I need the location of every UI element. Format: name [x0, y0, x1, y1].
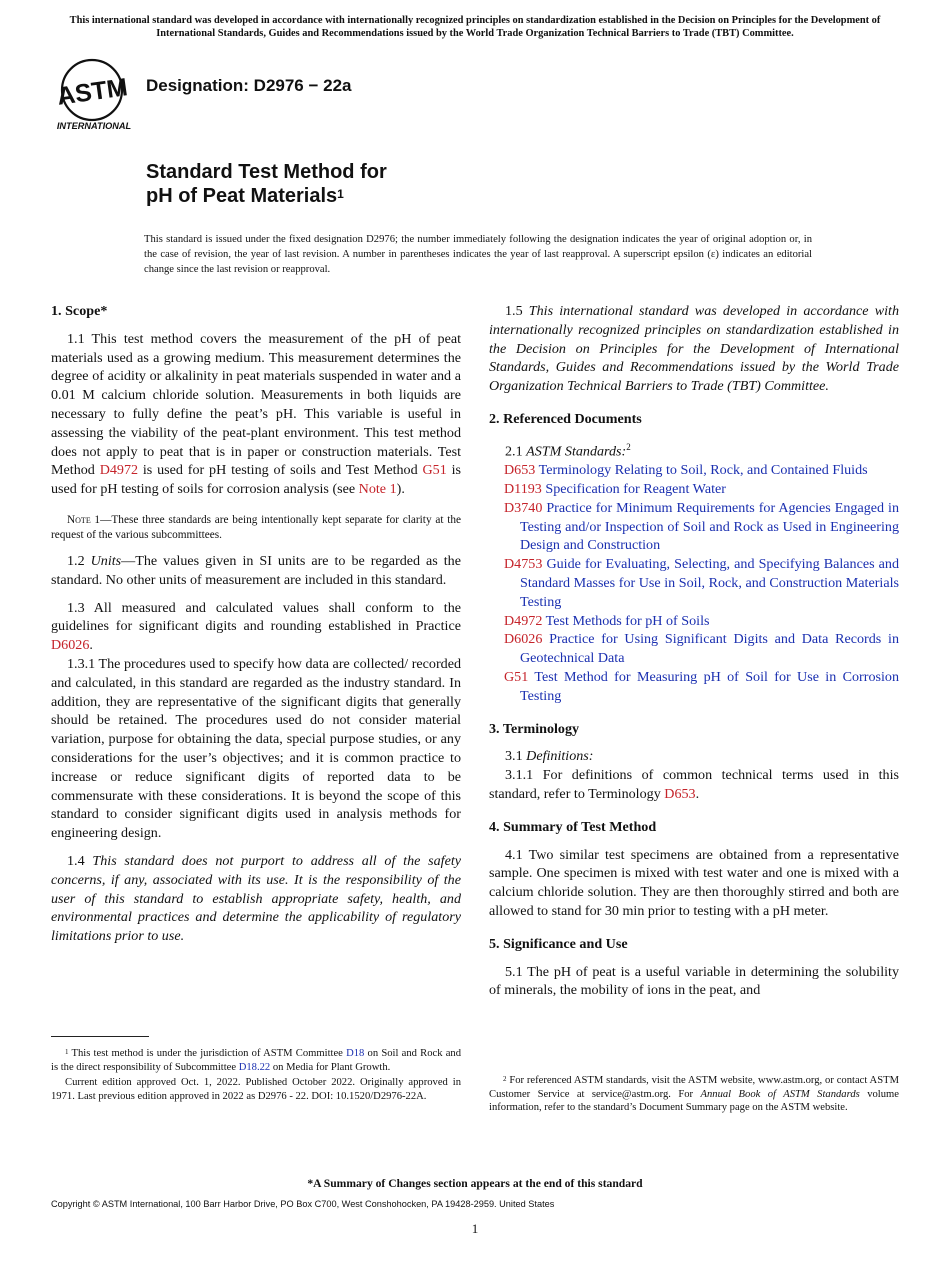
logo-subtext: INTERNATIONAL [56, 121, 132, 131]
reference-item[interactable]: D1193 Specification for Reagent Water [504, 481, 726, 498]
section-1-heading: 1. Scope* [51, 303, 108, 319]
right-column [489, 302, 899, 1000]
footnote-edition: Current edition approved Oct. 1, 2022. Published October 2022. Originally approved in 1971. Last previous edition approved in 2022 as D2976 - 22. DOI: 10.1520/D2976-22A. [51, 1077, 461, 1102]
para-1-3: 1.3 All measured and calculated values shall conform to the guidelines for significant digits and rounding established in Practice D6026. [51, 599, 461, 654]
link-g51[interactable]: G51 [422, 462, 447, 479]
para-1-2: 1.2 Units—The values given in SI units are to be regarded as the standard. No other units of measurement are included in this standard. [51, 552, 461, 588]
page-number: 1 [471, 1221, 479, 1236]
para-5-1: 5.1 The pH of peat is a useful variable in determining the solubility of minerals, the mobility of ions in the peat, and [489, 963, 899, 999]
left-column [51, 302, 461, 946]
footnote-2: $^2$ For referenced ASTM standards, visit the ASTM website, www.astm.org, or contact ASTM Customer Service at service@astm.org. For Annual Book of ASTM Standards volume information, refer to the standard’s Document Summary page on the ASTM website. [489, 1075, 899, 1114]
reference-list [489, 461, 899, 705]
section-4-heading: 4. Summary of Test Method [489, 818, 657, 835]
reference-item[interactable]: D4753 Guide for Evaluating, Selecting, and Specifying Balances and Standard Masses for Use in Soil, Rock, and Construction Materials Testing [504, 556, 899, 610]
para-1-4: 1.4 This standard does not purport to address all of the safety concerns, if any, associated with its use. It is the responsibility of the user of this standard to establish appropriate safety, health, and environmental practices and determine the applicability of regulatory limitations prior to use. [51, 852, 462, 945]
note-1: Note 1—These three standards are being intentionally kept separate for clarity at the request of the various subcommittees. [51, 513, 461, 541]
para-2-1: 2.1 ASTM Standards:$^2$ [505, 441, 631, 460]
section-2-heading: 2. Referenced Documents [489, 410, 642, 427]
reference-item[interactable]: D4972 Test Methods for pH of Soils [504, 612, 710, 629]
section-5-heading: 5. Significance and Use [489, 935, 628, 952]
para-4-1: 4.1 Two similar test specimens are obtained from a representative sample. One specimen is mixed with test water and one is mixed with a calcium chloride solution. They are then thoroughly stirred and both are allowed to stand for 30 min prior to testing with a pH meter. [489, 846, 899, 919]
copyright: Copyright © ASTM International, 100 Barr Harbor Drive, PO Box C700, West Conshohocken, PA 19428-2959. United States [51, 1199, 555, 1209]
para-3-1: 3.1 Definitions: [505, 748, 594, 765]
reference-item[interactable]: D3740 Practice for Minimum Requirements for Agencies Engaged in Testing and/or Inspection of Soil and Rock as Used in Engineering Design and Construction [504, 499, 899, 554]
issuance-statement: This standard is issued under the fixed designation D2976; the number immediately following the designation indicates the year of original adoption or, in the case of revision, the year of last revision. A number in parentheses indicates the year of last reapproval. A superscript epsilon (ε) indicates an editorial change since the last revision or reapproval. [144, 234, 812, 275]
link-d4972[interactable]: D4972 [99, 462, 139, 479]
title-footnote-ref: 1 [337, 187, 344, 201]
top-notice: This international standard was developed in accordance with internationally recognized principles on standardization established in the Decision on Principles for the Development of International Standards, Guides and Recommendations issued by the World Trade Organization Technical Barriers to Trade (TBT) Committee. [69, 15, 881, 39]
summary-of-changes-note: *A Summary of Changes section appears at the end of this standard [307, 1177, 643, 1190]
designation: Designation: D2976 − 22a [146, 76, 352, 95]
footnotes-left [51, 1036, 461, 1103]
astm-logo [52, 56, 136, 136]
para-1-1: 1.1 This test method covers the measurement of the pH of peat materials used as a growing medium. This measurement determines the degree of acidity or alkalinity in peat materials suspended in water and a 0.01 M calcium chloride solution. Measurements in both liquids are necessary to fully define the peat’s pH. This variable is useful in assessing the viability of the peat-plant environment. This test method does not apply to peat that is in paper or construction materials. Test Method D4972 is used for pH testing of soils and Test Method G51 is used for pH testing of soils for corrosion analysis (see Note 1). [51, 330, 461, 498]
reference-item[interactable]: D653 Terminology Relating to Soil, Rock, and Contained Fluids [504, 462, 868, 479]
link-d6026[interactable]: D6026 [51, 637, 90, 654]
link-d653[interactable]: D653 [664, 786, 696, 803]
link-note-1[interactable]: Note 1 [358, 481, 397, 498]
logo-letters: ASTM [55, 73, 130, 111]
section-3-heading: 3. Terminology [489, 720, 580, 737]
footnotes-right [489, 1074, 899, 1115]
footnote-rule [51, 1036, 149, 1037]
title-line-2: pH of Peat Materials [146, 185, 338, 207]
note-1-label: Note 1 [67, 513, 101, 526]
para-1-5: 1.5 This international standard was developed in accordance with internationally recognized principles on standardization established in the Decision on Principles for the Development of International Standards, Guides and Recommendations issued by the World Trade Organization Technical Barriers to Trade (TBT) Committee. [489, 303, 899, 395]
para-1-3-1: 1.3.1 The procedures used to specify how data are collected/ recorded and calculated, in this standard are regarded as the industry standard. In addition, they are representative of the significant digits that generally should be retained. The procedures used do not consider material variation, purpose for obtaining the data, special purpose studies, or any considerations for the user’s objectives; and it is common practice to increase or reduce significant digits of reported data to be commensurate with these considerations. It is beyond the scope of this standard to consider significant digits used in analysis methods for engineering design. [51, 655, 461, 842]
para-3-1-1: 3.1.1 For definitions of common technical terms used in this standard, refer to Terminology D653. [489, 767, 899, 803]
reference-item[interactable]: G51 Test Method for Measuring pH of Soil for Use in Corrosion Testing [504, 669, 899, 704]
footnote-1: $^1$ This test method is under the jurisdiction of ASTM Committee D18 on Soil and Rock and is the direct responsibility of Subcommittee D18.22 on Media for Plant Growth. [51, 1048, 461, 1073]
link-d18[interactable]: D18 [346, 1048, 365, 1059]
reference-item[interactable]: D6026 Practice for Using Significant Digits and Data Records in Geotechnical Data [504, 631, 899, 667]
link-d18-22[interactable]: D18.22 [238, 1061, 271, 1073]
title-line-1: Standard Test Method for [146, 161, 387, 183]
document-title [146, 160, 387, 208]
